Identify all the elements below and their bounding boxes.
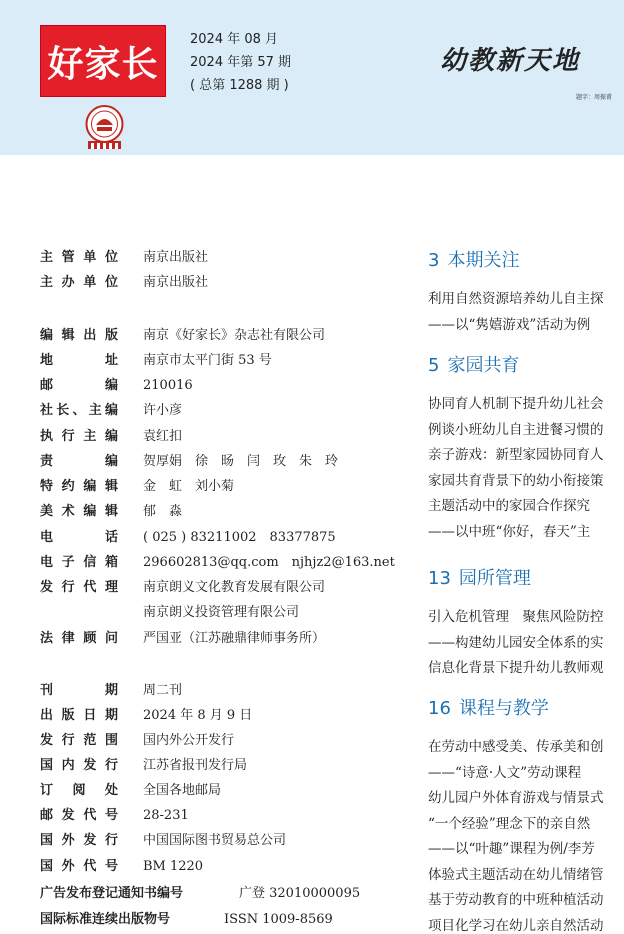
toc-page-number: 5 <box>428 355 440 376</box>
toc-page-number: 16 <box>428 698 451 719</box>
toc-article-title[interactable]: 体验式主题活动在幼儿情绪管 <box>428 866 604 883</box>
toc-article-title[interactable]: 协同育人机制下提升幼儿社会 <box>428 396 604 412</box>
issue-date: 2024 年 08 月 <box>190 32 279 47</box>
masthead-value: 贺厚娟 徐 旸 闫 玫 朱 玲 <box>143 454 339 469</box>
toc-article-title[interactable]: 在劳动中感受美、传承美和创 <box>428 739 604 755</box>
masthead-label: 国际标准连续出版物号 <box>40 912 171 927</box>
column-title: 幼教新天地 <box>440 46 581 76</box>
masthead-value: ( 025 ) 83211002 83377875 <box>143 530 336 545</box>
masthead-value: 袁红扣 <box>143 429 183 444</box>
masthead-label: 电话 <box>40 530 118 545</box>
masthead-value: 全国各地邮局 <box>143 783 222 798</box>
masthead-value: 南京出版社 <box>143 275 209 290</box>
masthead-label: 发行代理 <box>40 580 118 595</box>
toc-article-title[interactable]: 信息化背景下提升幼儿教师观 <box>428 660 604 676</box>
masthead-label: 出版日期 <box>40 708 118 723</box>
toc-article-title[interactable]: ——以“叶趣”课程为例/李芳 <box>428 841 595 857</box>
toc-article-title[interactable]: ——以中班“你好，春天”主 <box>428 523 591 540</box>
masthead-label: 主管单位 <box>40 250 118 265</box>
masthead-label: 特约编辑 <box>40 479 118 494</box>
toc-article-title[interactable]: ——以“隽嬉游戏”活动为例 <box>428 316 591 333</box>
toc-article-title[interactable]: ——“诗意·人文”劳动课程 <box>428 764 582 781</box>
masthead-value: 广登 32010000095 <box>239 886 361 901</box>
masthead-value: 郁 淼 <box>143 504 183 519</box>
toc-article-title[interactable]: 主题活动中的家园合作探究 <box>428 498 590 514</box>
masthead-label: 国外代号 <box>40 859 118 874</box>
masthead-label: 国外发行 <box>40 833 118 848</box>
toc-article-title[interactable]: “一个经验”理念下的亲自然 <box>428 815 591 832</box>
toc-article-title[interactable]: ——构建幼儿园安全体系的实 <box>428 634 604 651</box>
masthead-label: 地址 <box>40 353 118 368</box>
masthead-value: 南京市太平门街 53 号 <box>143 353 272 368</box>
masthead-label: 发行范围 <box>40 733 118 748</box>
masthead-value: 296602813@qq.com njhjz2@163.net <box>143 555 395 570</box>
masthead-label: 广告发布登记通知书编号 <box>40 886 184 901</box>
masthead-value: BM 1220 <box>143 859 204 874</box>
toc-article-title[interactable]: 基于劳动教育的中班种植活动 <box>428 892 604 908</box>
publisher-seal-icon <box>81 103 128 150</box>
masthead-label: 责编 <box>40 454 118 469</box>
calligraphy-credit: 题字：周振甫 <box>576 94 613 101</box>
toc-section-title: 本期关注 <box>447 250 520 271</box>
toc-article-title[interactable]: 亲子游戏：新型家园协同育人 <box>428 447 604 463</box>
toc-article-title[interactable]: 利用自然资源培养幼儿自主探 <box>428 291 604 307</box>
toc-section-heading[interactable] <box>428 694 549 720</box>
masthead-value: 2024 年 8 月 9 日 <box>143 708 253 723</box>
masthead-value: ISSN 1009-8569 <box>224 912 333 927</box>
toc-section-title: 课程与教学 <box>458 698 549 719</box>
toc-page-number: 13 <box>428 568 451 589</box>
masthead-label: 订阅处 <box>40 783 118 798</box>
table-of-contents <box>428 0 624 934</box>
masthead-value: 金 虹 刘小菊 <box>143 479 235 494</box>
masthead-label: 电子信箱 <box>40 555 118 570</box>
magazine-logo: 好家长 <box>40 25 166 97</box>
toc-article-title[interactable]: 例谈小班幼儿自主进餐习惯的 <box>428 421 604 438</box>
masthead-value: 南京朗义文化教育发展有限公司 <box>143 580 326 595</box>
toc-section-heading[interactable] <box>428 564 531 590</box>
masthead-value: 国内外公开发行 <box>143 733 235 748</box>
issue-info <box>190 28 291 97</box>
toc-section-heading[interactable] <box>428 351 519 377</box>
masthead-label: 邮编 <box>40 378 118 393</box>
masthead-value: 28-231 <box>143 808 189 823</box>
issue-total: ( 总第 1288 期 ) <box>190 78 289 93</box>
toc-section-title: 家园共育 <box>447 355 520 376</box>
masthead-label: 执行主编 <box>40 429 118 444</box>
masthead-label: 刊期 <box>40 683 118 698</box>
masthead-value: 中国国际图书贸易总公司 <box>143 833 287 848</box>
toc-section-heading[interactable] <box>428 246 519 272</box>
masthead-value: 南京《好家长》杂志社有限公司 <box>143 328 326 343</box>
masthead-value: 南京朗义投资管理有限公司 <box>143 605 300 620</box>
issue-number: 2024 年第 57 期 <box>190 55 292 70</box>
masthead-label: 编辑出版 <box>40 328 118 343</box>
toc-article-title[interactable]: 引入危机管理 聚焦风险防控 <box>428 609 604 625</box>
masthead-value: 严国亚（江苏融鼎律师事务所） <box>143 631 326 646</box>
masthead-value: 周二刊 <box>143 683 183 698</box>
masthead-label: 社长、主编 <box>40 403 118 418</box>
masthead-label: 美术编辑 <box>40 504 118 519</box>
toc-section-title: 园所管理 <box>458 568 531 589</box>
masthead-label: 法律顾问 <box>40 631 118 646</box>
masthead-value: 南京出版社 <box>143 250 209 265</box>
toc-article-title[interactable]: 项目化学习在幼儿亲自然活动 <box>428 917 604 934</box>
masthead-label: 国内发行 <box>40 758 118 773</box>
toc-article-title[interactable]: 幼儿园户外体育游戏与情景式 <box>428 790 604 806</box>
masthead-label: 主办单位 <box>40 275 118 290</box>
masthead-value: 许小彦 <box>143 403 183 418</box>
toc-article-title[interactable]: 家园共育背景下的幼小衔接策 <box>428 472 604 489</box>
masthead-value: 210016 <box>143 378 193 393</box>
masthead-value: 江苏省报刊发行局 <box>143 758 248 773</box>
masthead-label: 邮发代号 <box>40 808 118 823</box>
toc-page-number: 3 <box>428 250 440 271</box>
